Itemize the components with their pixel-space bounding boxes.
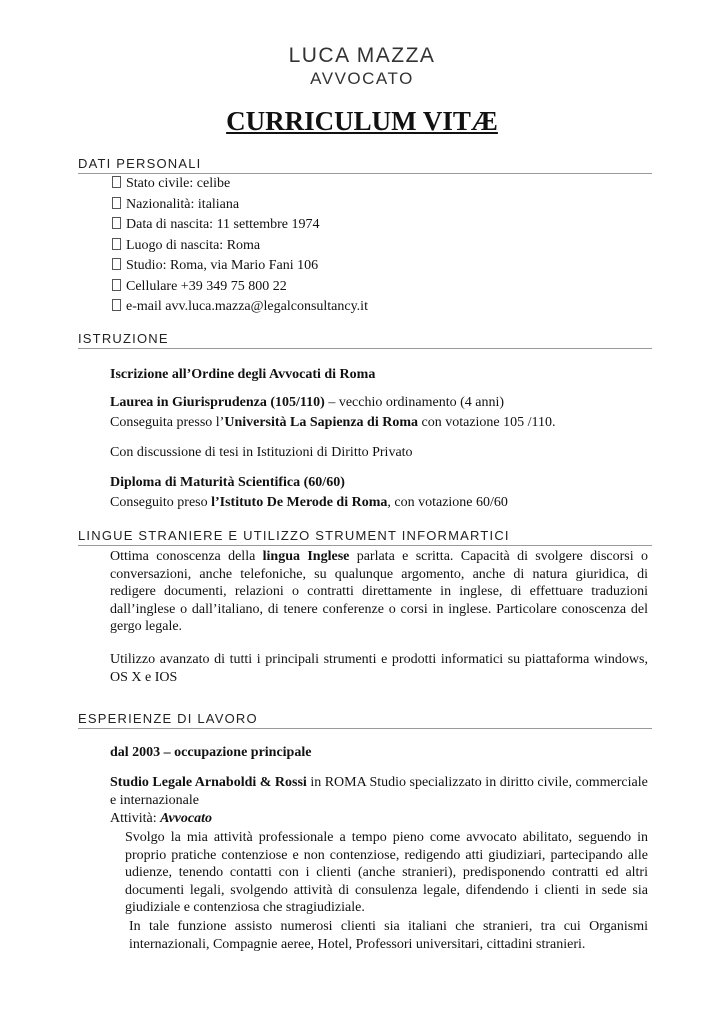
- list-item: Luogo di nascita: Roma: [112, 236, 368, 257]
- list-item: Studio: Roma, via Mario Fani 106: [112, 256, 368, 277]
- job-description-paragraph: Svolgo la mia attività professionale a tempo pieno come avvocato abilitato, seguendo in proprio pratiche contenziose e non contenziose, redigendo atti giudiziari, partecipando alle udienze, tenendo contatti con i clienti (anche stranieri), predisponendo contratti ed altri documenti legali, svolgendo attività di consulenza legale, difendendo i clienti in sede sia giudiziale e contenziosa che stragiudiziale.: [125, 830, 648, 916]
- person-name: LUCA MAZZA: [288, 44, 436, 67]
- checkbox-glyph-icon: [112, 299, 121, 311]
- degree-university-line: Conseguita presso l’Università La Sapienza di Roma con votazione 105 /110.: [110, 415, 556, 430]
- list-item: e-mail avv.luca.mazza@legalconsultancy.it: [112, 297, 368, 318]
- bar-registration: Iscrizione all’Ordine degli Avvocati di Roma: [110, 367, 376, 382]
- list-item: Nazionalità: italiana: [112, 195, 368, 216]
- thesis-line: Con discussione di tesi in Istituzioni di Diritto Privato: [110, 445, 413, 460]
- diploma-school-line: Conseguito preso l’Istituto De Merode di Roma, con votazione 60/60: [110, 495, 508, 510]
- personal-data-list: [112, 174, 368, 318]
- employer-line: Studio Legale Arnaboldi & Rossi in ROMA Studio specializzato in diritto civile, commerciale e internazionale: [110, 775, 648, 808]
- section-heading-istruzione: ISTRUZIONE: [78, 331, 652, 349]
- role-line: Attività: Avvocato: [110, 811, 213, 826]
- section-heading-esperienze: ESPERIENZE DI LAVORO: [78, 711, 652, 729]
- employment-period: dal 2003 – occupazione principale: [110, 745, 312, 760]
- clients-paragraph: In tale funzione assisto numerosi clienti sia italiani che stranieri, tra cui Organismi internazionali, Compagnie aeree, Hotel, Professori universitari, cittadini stranieri.: [129, 919, 648, 952]
- checkbox-glyph-icon: [112, 279, 121, 291]
- header: [0, 44, 724, 90]
- person-role: AVVOCATO: [310, 69, 414, 88]
- checkbox-glyph-icon: [112, 197, 121, 209]
- checkbox-glyph-icon: [112, 258, 121, 270]
- degree-line: Laurea in Giurisprudenza (105/110) – vecchio ordinamento (4 anni): [110, 395, 505, 410]
- list-item: Data di nascita: 11 settembre 1974: [112, 215, 368, 236]
- it-skills-paragraph: Utilizzo avanzato di tutti i principali strumenti e prodotti informatici su piattaforma windows, OS X e IOS: [110, 652, 648, 685]
- document-title: CURRICULUM VITÆ: [226, 106, 498, 136]
- list-item: Stato civile: celibe: [112, 174, 368, 195]
- checkbox-glyph-icon: [112, 217, 121, 229]
- checkbox-glyph-icon: [112, 176, 121, 188]
- list-item: Cellulare +39 349 75 800 22: [112, 277, 368, 298]
- section-heading-lingue: LINGUE STRANIERE E UTILIZZO STRUMENT INFORMARTICI: [78, 528, 652, 546]
- languages-paragraph: Ottima conoscenza della lingua Inglese parlata e scritta. Capacità di svolgere discorsi o conversazioni, anche telefoniche, su qualunque argomento, anche di natura giuridica, di redigere documenti, relazioni o contratti direttamente in inglese, di effettuare traduzioni dall’inglese o dall’italiano, di tenere conferenze o corsi in inglese. Particolare conoscenza del gergo legale.: [110, 549, 648, 635]
- checkbox-glyph-icon: [112, 238, 121, 250]
- section-heading-dati-personali: DATI PERSONALI: [78, 156, 652, 174]
- diploma-line: Diploma di Maturità Scientifica (60/60): [110, 475, 345, 490]
